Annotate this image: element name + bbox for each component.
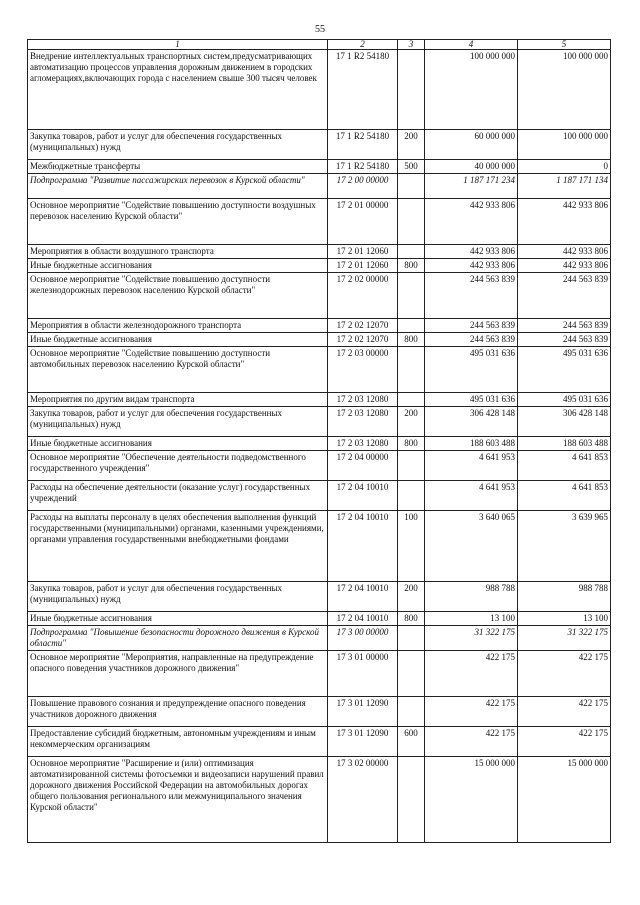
row-name: Мероприятия в области воздушного транспорта <box>28 245 328 259</box>
row-name: Основное мероприятие "Обеспечение деятельности подведомственного государственного учреждения" <box>28 451 328 481</box>
row-amount-col4: 1 187 171 234 <box>425 174 518 199</box>
row-name: Основное мероприятие "Содействие повышению доступности воздушных перевозок населению Курской области" <box>28 199 328 245</box>
row-amount-col4: 188 603 488 <box>425 437 518 451</box>
row-expense-type: 200 <box>398 407 425 437</box>
row-name: Основное мероприятие "Мероприятия, направленные на предупреждение опасного поведения участников дорожного движения" <box>28 651 328 697</box>
table-row <box>28 273 611 319</box>
table-row <box>28 651 611 697</box>
table-row <box>28 393 611 407</box>
row-name: Повышение правового сознания и предупреждение опасного поведения участников дорожного движения <box>28 697 328 727</box>
row-amount-col4: 13 100 <box>425 612 518 626</box>
row-amount-col4: 422 175 <box>425 727 518 757</box>
row-code: 17 2 00 00000 <box>328 174 398 199</box>
row-expense-type: 800 <box>398 437 425 451</box>
row-code: 17 2 03 00000 <box>328 347 398 393</box>
row-amount-col4: 988 788 <box>425 582 518 612</box>
row-name: Подпрограмма "Повышение безопасности дорожного движения в Курской области" <box>28 626 328 651</box>
row-expense-type: 800 <box>398 333 425 347</box>
row-code: 17 3 01 12090 <box>328 727 398 757</box>
row-expense-type <box>398 50 425 130</box>
row-expense-type: 200 <box>398 130 425 160</box>
row-expense-type <box>398 347 425 393</box>
table-row <box>28 130 611 160</box>
row-code: 17 2 04 10010 <box>328 582 398 612</box>
row-amount-col5: 495 031 636 <box>518 347 611 393</box>
row-amount-col5: 495 031 636 <box>518 393 611 407</box>
header-col-3: 3 <box>398 40 425 50</box>
row-amount-col4: 442 933 806 <box>425 199 518 245</box>
row-amount-col4: 4 641 953 <box>425 451 518 481</box>
row-amount-col5: 100 000 000 <box>518 130 611 160</box>
row-amount-col4: 495 031 636 <box>425 347 518 393</box>
table-row <box>28 333 611 347</box>
row-name: Мероприятия по другим видам транспорта <box>28 393 328 407</box>
row-amount-col4: 15 000 000 <box>425 757 518 843</box>
row-expense-type: 600 <box>398 727 425 757</box>
table-row <box>28 199 611 245</box>
row-code: 17 2 01 00000 <box>328 199 398 245</box>
row-name: Закупка товаров, работ и услуг для обеспечения государственных (муниципальных) нужд <box>28 130 328 160</box>
row-amount-col4: 60 000 000 <box>425 130 518 160</box>
row-code: 17 2 02 12070 <box>328 319 398 333</box>
row-expense-type <box>398 199 425 245</box>
row-name: Подпрограмма "Развитие пассажирских перевозок в Курской области" <box>28 174 328 199</box>
table-row <box>28 407 611 437</box>
row-code: 17 3 01 12090 <box>328 697 398 727</box>
row-expense-type: 200 <box>398 582 425 612</box>
table-row <box>28 245 611 259</box>
row-amount-col4: 495 031 636 <box>425 393 518 407</box>
row-code: 17 2 01 12060 <box>328 259 398 273</box>
row-amount-col5: 188 603 488 <box>518 437 611 451</box>
table-row <box>28 160 611 174</box>
row-amount-col5: 1 187 171 134 <box>518 174 611 199</box>
row-name: Основное мероприятие "Расширение и (или) оптимизация автоматизированной системы фотосъемки и видеозаписи нарушений правил дорожного движения Российской Федерации на автомобильных дорогах общего пользования регионального или межмуниципального значения Курской области" <box>28 757 328 843</box>
row-amount-col5: 244 563 839 <box>518 333 611 347</box>
row-expense-type <box>398 626 425 651</box>
row-amount-col5: 3 639 965 <box>518 511 611 582</box>
row-amount-col4: 31 322 175 <box>425 626 518 651</box>
table-row <box>28 511 611 582</box>
table-row <box>28 347 611 393</box>
row-amount-col5: 442 933 806 <box>518 245 611 259</box>
row-expense-type <box>398 393 425 407</box>
row-expense-type: 500 <box>398 160 425 174</box>
row-code: 17 3 00 00000 <box>328 626 398 651</box>
row-name: Иные бюджетные ассигнования <box>28 437 328 451</box>
row-amount-col4: 442 933 806 <box>425 245 518 259</box>
row-amount-col4: 40 000 000 <box>425 160 518 174</box>
row-code: 17 2 02 00000 <box>328 273 398 319</box>
row-expense-type <box>398 245 425 259</box>
row-name: Иные бюджетные ассигнования <box>28 333 328 347</box>
row-expense-type <box>398 757 425 843</box>
row-name: Основное мероприятие "Содействие повышению доступности автомобильных перевозок населению Курской области" <box>28 347 328 393</box>
row-code: 17 2 02 12070 <box>328 333 398 347</box>
row-name: Закупка товаров, работ и услуг для обеспечения государственных (муниципальных) нужд <box>28 407 328 437</box>
row-name: Расходы на обеспечение деятельности (оказание услуг) государственных учреждений <box>28 481 328 511</box>
row-name: Мероприятия в области железнодорожного транспорта <box>28 319 328 333</box>
row-name: Внедрение интеллектуальных транспортных систем,предусматривающих автоматизацию процессов управления дорожным движением в городских агломерациях,включающих города с населением свыше 300 тысяч человек <box>28 50 328 130</box>
row-name: Расходы на выплаты персоналу в целях обеспечения выполнения функций государственными (муниципальными) органами, казенными учреждениями, органами управления государственными внебюджетными фондами <box>28 511 328 582</box>
row-amount-col4: 442 933 806 <box>425 259 518 273</box>
row-amount-col5: 442 933 806 <box>518 259 611 273</box>
row-expense-type <box>398 451 425 481</box>
budget-table <box>27 39 611 843</box>
row-amount-col5: 15 000 000 <box>518 757 611 843</box>
header-col-4: 4 <box>425 40 518 50</box>
header-col-5: 5 <box>518 40 611 50</box>
row-name: Межбюджетные трансферты <box>28 160 328 174</box>
row-amount-col4: 422 175 <box>425 651 518 697</box>
table-row <box>28 626 611 651</box>
row-amount-col5: 4 641 853 <box>518 451 611 481</box>
table-row <box>28 451 611 481</box>
row-amount-col4: 100 000 000 <box>425 50 518 130</box>
table-header <box>28 40 611 50</box>
table-row <box>28 757 611 843</box>
row-name: Закупка товаров, работ и услуг для обеспечения государственных (муниципальных) нужд <box>28 582 328 612</box>
row-code: 17 3 02 00000 <box>328 757 398 843</box>
row-amount-col4: 3 640 065 <box>425 511 518 582</box>
row-expense-type <box>398 174 425 199</box>
row-expense-type <box>398 697 425 727</box>
row-amount-col5: 100 000 000 <box>518 50 611 130</box>
row-code: 17 2 04 00000 <box>328 451 398 481</box>
table-row <box>28 612 611 626</box>
row-name: Основное мероприятие "Содействие повышению доступности железнодорожных перевозок населению Курской области" <box>28 273 328 319</box>
row-expense-type <box>398 481 425 511</box>
row-expense-type: 800 <box>398 259 425 273</box>
row-amount-col5: 422 175 <box>518 651 611 697</box>
table-row <box>28 582 611 612</box>
row-code: 17 2 04 10010 <box>328 612 398 626</box>
row-code: 17 2 03 12080 <box>328 407 398 437</box>
header-col-2: 2 <box>328 40 398 50</box>
row-amount-col5: 422 175 <box>518 697 611 727</box>
row-amount-col5: 244 563 839 <box>518 319 611 333</box>
row-expense-type <box>398 651 425 697</box>
table-row <box>28 697 611 727</box>
table-row <box>28 727 611 757</box>
row-expense-type: 100 <box>398 511 425 582</box>
row-code: 17 2 04 10010 <box>328 481 398 511</box>
row-expense-type <box>398 319 425 333</box>
table-row <box>28 437 611 451</box>
row-code: 17 1 R2 54180 <box>328 130 398 160</box>
row-amount-col5: 0 <box>518 160 611 174</box>
table-row <box>28 259 611 273</box>
table-row <box>28 174 611 199</box>
row-name: Предоставление субсидий бюджетным, автономным учреждениям и иным некоммерческим организациям <box>28 727 328 757</box>
table-row <box>28 319 611 333</box>
row-code: 17 2 04 10010 <box>328 511 398 582</box>
page-number: 55 <box>315 24 325 35</box>
table-row <box>28 50 611 130</box>
row-code: 17 3 01 00000 <box>328 651 398 697</box>
table-row <box>28 481 611 511</box>
row-amount-col5: 31 322 175 <box>518 626 611 651</box>
row-code: 17 1 R2 54180 <box>328 50 398 130</box>
row-expense-type <box>398 273 425 319</box>
row-code: 17 2 01 12060 <box>328 245 398 259</box>
header-col-1: 1 <box>28 40 328 50</box>
row-amount-col5: 442 933 806 <box>518 199 611 245</box>
row-amount-col4: 4 641 953 <box>425 481 518 511</box>
row-code: 17 2 03 12080 <box>328 393 398 407</box>
row-expense-type: 800 <box>398 612 425 626</box>
row-name: Иные бюджетные ассигнования <box>28 259 328 273</box>
row-amount-col4: 422 175 <box>425 697 518 727</box>
row-amount-col5: 4 641 853 <box>518 481 611 511</box>
row-amount-col5: 422 175 <box>518 727 611 757</box>
row-amount-col5: 244 563 839 <box>518 273 611 319</box>
row-amount-col4: 306 428 148 <box>425 407 518 437</box>
row-code: 17 2 03 12080 <box>328 437 398 451</box>
row-name: Иные бюджетные ассигнования <box>28 612 328 626</box>
row-amount-col5: 306 428 148 <box>518 407 611 437</box>
row-amount-col4: 244 563 839 <box>425 319 518 333</box>
row-code: 17 1 R2 54180 <box>328 160 398 174</box>
row-amount-col5: 13 100 <box>518 612 611 626</box>
row-amount-col5: 988 788 <box>518 582 611 612</box>
row-amount-col4: 244 563 839 <box>425 333 518 347</box>
table-body <box>28 50 611 843</box>
row-amount-col4: 244 563 839 <box>425 273 518 319</box>
